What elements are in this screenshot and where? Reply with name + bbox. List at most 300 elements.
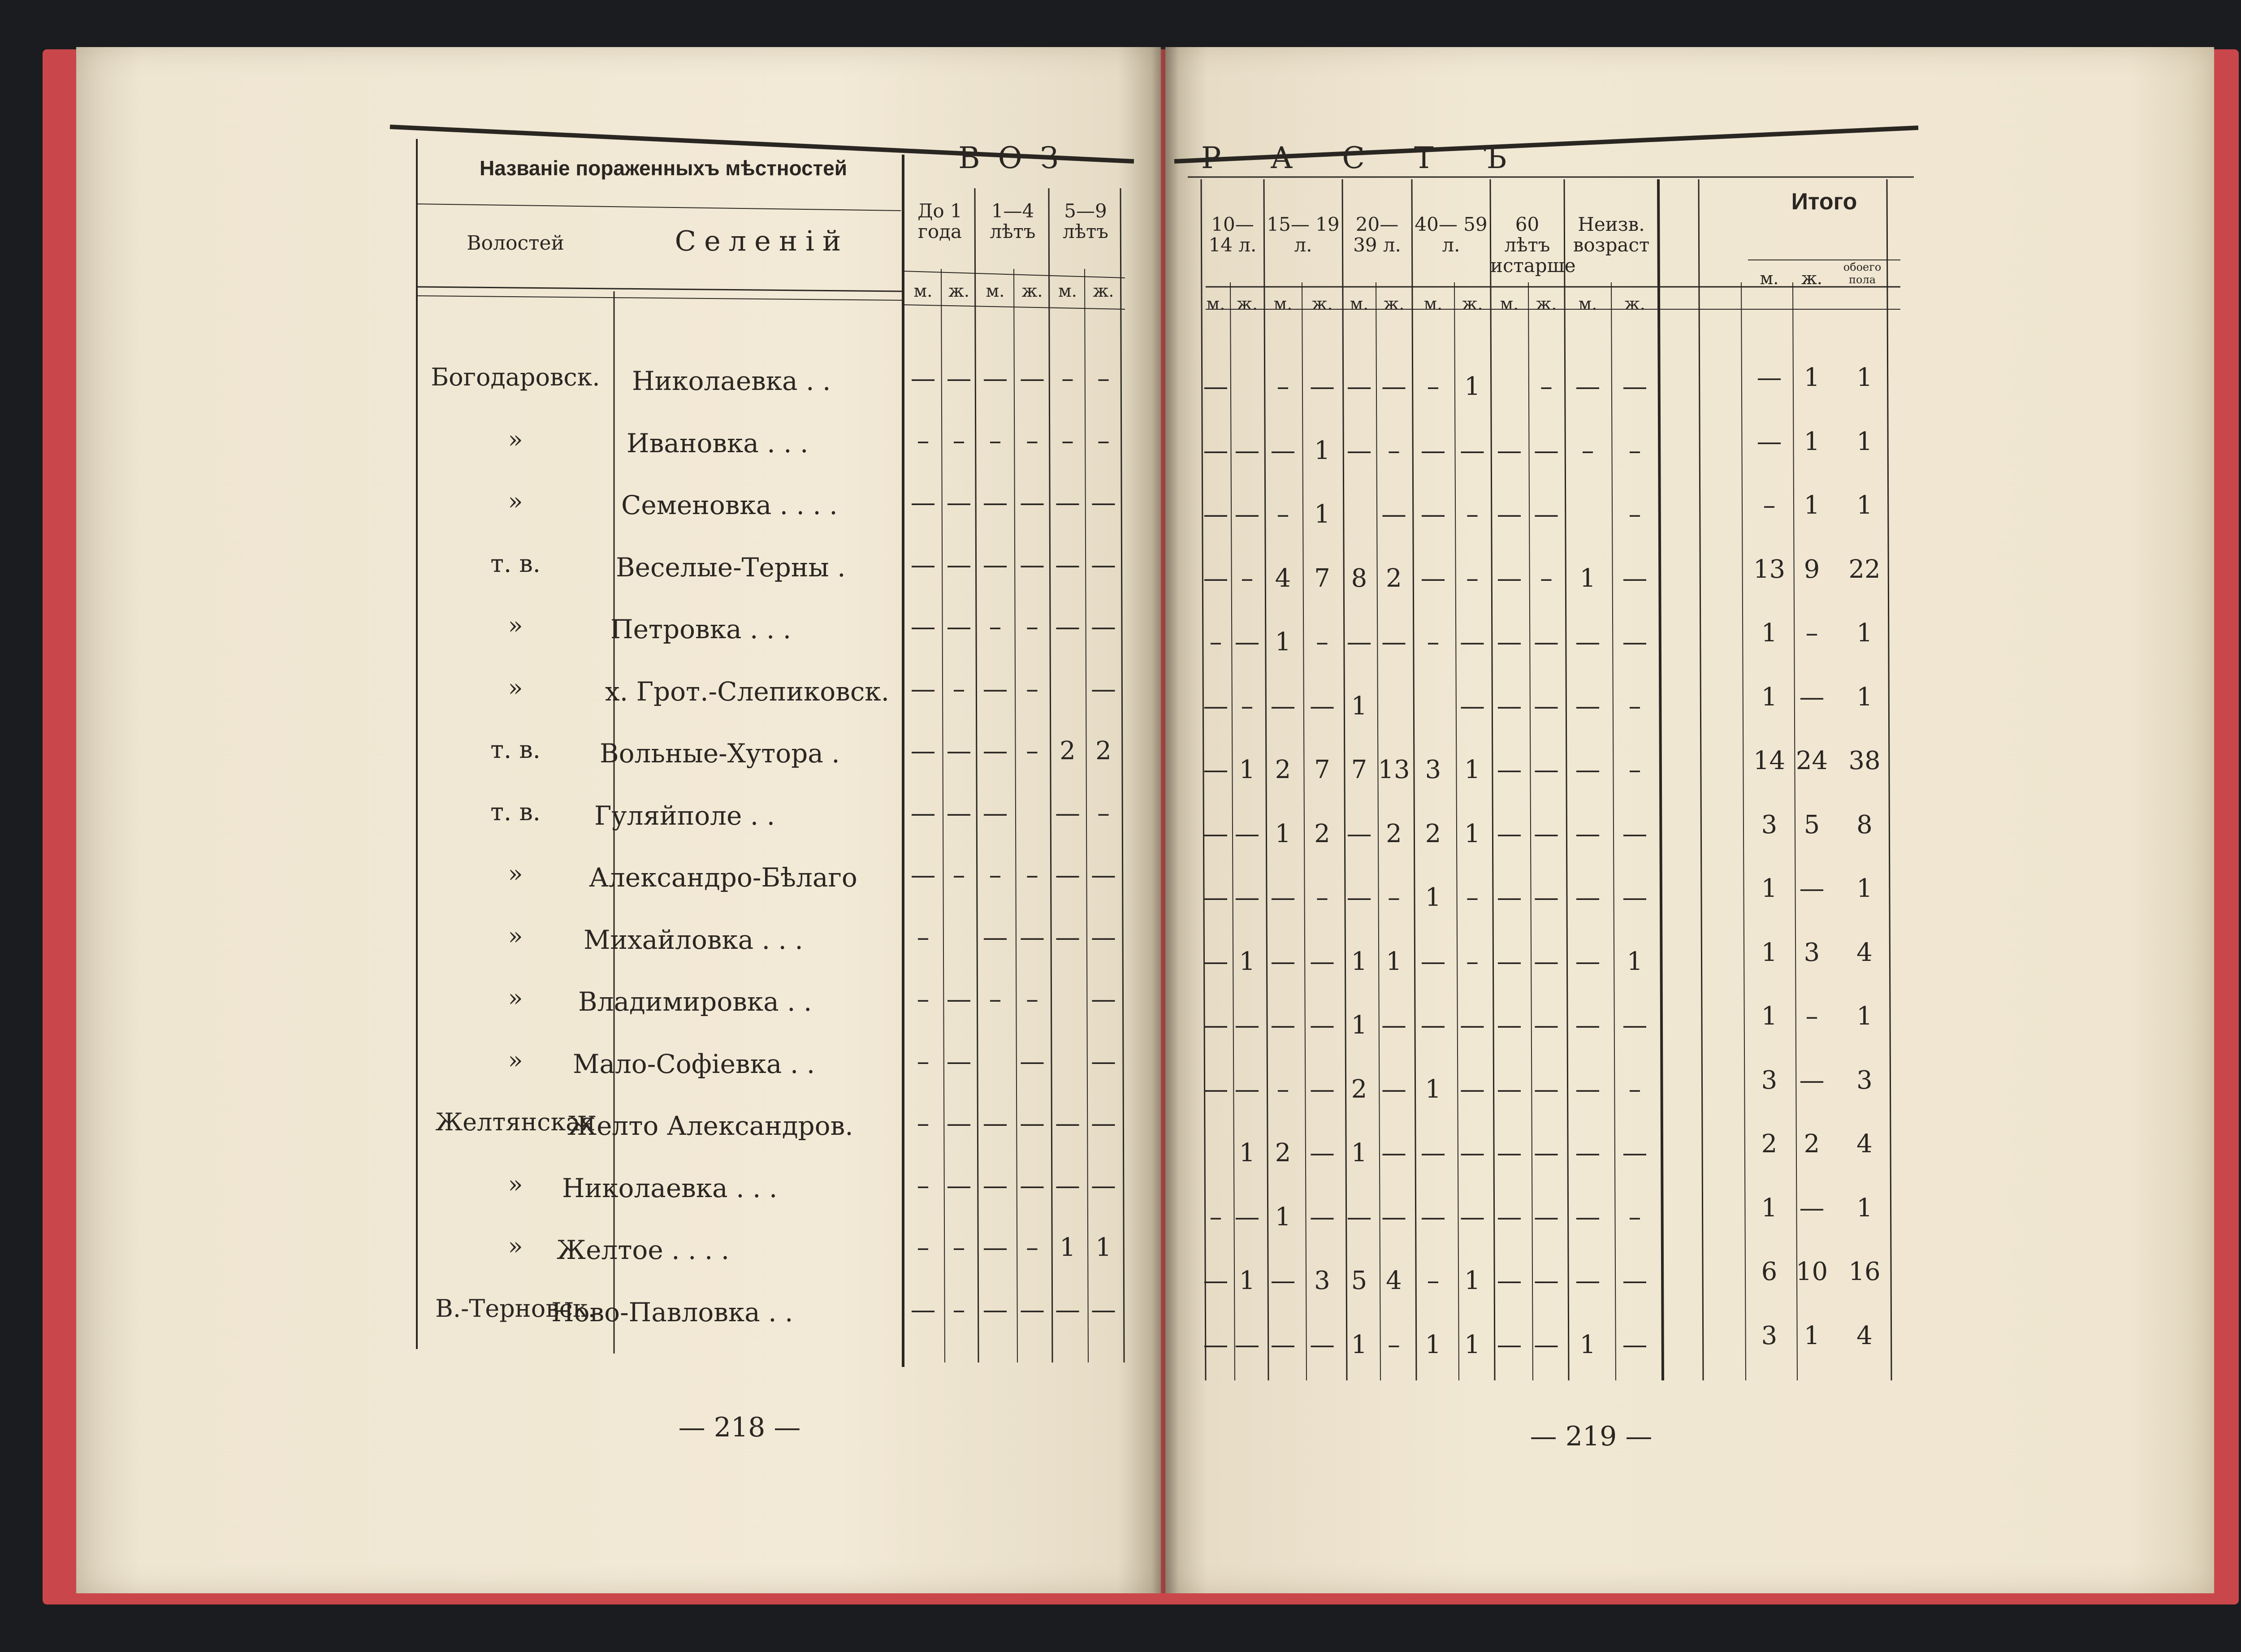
- age-header-right-2: 20— 39 л.: [1353, 213, 1401, 256]
- age-value-cell: —: [1203, 372, 1229, 401]
- selenie-cell: Владимировка . .: [578, 986, 812, 1017]
- age-value-cell: —: [1460, 1011, 1485, 1040]
- sex-header: м.: [1350, 294, 1369, 314]
- sex-header: ж.: [1236, 294, 1258, 314]
- total-value-cell: 1: [1761, 938, 1778, 967]
- age-value-cell: —: [1270, 883, 1296, 912]
- volost-cell: В.-Терновск.: [435, 1294, 596, 1323]
- age-value-cell: 1: [1060, 1233, 1076, 1262]
- total-value-cell: 38: [1848, 746, 1881, 775]
- age-value-cell: —: [1310, 1330, 1335, 1359]
- age-value-cell: —: [1460, 1074, 1485, 1104]
- sex-header: м.: [1500, 294, 1519, 314]
- age-value-cell: —: [1497, 1266, 1522, 1295]
- total-value-cell: 4: [1856, 938, 1873, 967]
- age-value-cell: –: [1241, 691, 1254, 721]
- age-value-cell: —: [1575, 1074, 1601, 1104]
- age-value-cell: —: [1622, 1138, 1648, 1168]
- age-value-cell: –: [917, 1109, 930, 1138]
- age-value-cell: —: [1420, 563, 1446, 593]
- age-value-cell: —: [982, 922, 1008, 952]
- age-value-cell: –: [1097, 426, 1110, 455]
- age-value-cell: —: [1203, 500, 1229, 529]
- age-value-cell: –: [1427, 372, 1440, 401]
- volost-cell: »: [508, 425, 523, 454]
- sex-header: м.: [1760, 268, 1779, 288]
- total-value-cell: 22: [1848, 554, 1881, 584]
- volost-cell: »: [508, 673, 523, 702]
- selenie-cell: Николаевка . . .: [562, 1172, 778, 1203]
- selenie-cell: Веселые-Терны .: [616, 552, 846, 583]
- age-value-cell: –: [952, 674, 965, 704]
- age-value-cell: 1: [1425, 1330, 1441, 1359]
- age-value-cell: —: [1497, 691, 1522, 721]
- age-value-cell: –: [1097, 364, 1110, 393]
- age-value-cell: –: [952, 1233, 965, 1262]
- age-value-cell: –: [989, 426, 1002, 455]
- total-value-cell: 3: [1761, 810, 1778, 839]
- age-value-cell: 1: [1351, 947, 1367, 976]
- age-value-cell: –: [1276, 1074, 1289, 1104]
- age-value-cell: 7: [1314, 563, 1330, 593]
- age-value-cell: —: [1534, 883, 1559, 912]
- age-title-left: ВОЗ: [958, 141, 1077, 175]
- age-value-cell: —: [1534, 1202, 1559, 1232]
- volost-cell: т. в.: [490, 735, 541, 764]
- age-value-cell: –: [917, 1171, 930, 1200]
- age-value-cell: –: [917, 426, 930, 455]
- age-value-cell: —: [1020, 922, 1045, 952]
- age-value-cell: —: [982, 1171, 1008, 1200]
- page-number-left: — 218 —: [678, 1412, 801, 1443]
- volost-cell: Богодаровск.: [431, 363, 600, 391]
- age-value-cell: —: [1270, 947, 1296, 976]
- total-value-cell: —: [1799, 874, 1825, 903]
- age-value-cell: –: [1097, 798, 1110, 828]
- age-value-cell: 1: [1464, 755, 1480, 784]
- age-value-cell: —: [1310, 1074, 1335, 1104]
- age-value-cell: —: [1234, 500, 1260, 529]
- selenie-cell: Ивановка . . .: [627, 428, 809, 458]
- age-value-cell: –: [1276, 500, 1289, 529]
- volost-cell: »: [508, 1232, 523, 1260]
- age-value-cell: –: [1466, 947, 1479, 976]
- age-value-cell: –: [1628, 500, 1641, 529]
- age-value-cell: —: [1497, 1011, 1522, 1040]
- age-value-cell: —: [1055, 861, 1080, 890]
- age-value-cell: —: [1534, 1266, 1559, 1295]
- selenie-cell: Семеновка . . . .: [621, 490, 838, 520]
- age-value-cell: —: [1460, 691, 1485, 721]
- total-value-cell: 8: [1856, 810, 1873, 839]
- age-value-cell: —: [1534, 1138, 1559, 1168]
- age-value-cell: –: [952, 426, 965, 455]
- age-value-cell: –: [952, 861, 965, 890]
- age-value-cell: —: [1497, 436, 1522, 465]
- sex-header: м.: [1206, 294, 1225, 314]
- age-header-right-0: 10— 14 л.: [1208, 213, 1257, 256]
- total-value-cell: 13: [1753, 554, 1786, 584]
- age-value-cell: —: [1420, 1202, 1446, 1232]
- sex-header: ж.: [1093, 281, 1114, 301]
- age-value-cell: —: [1420, 1138, 1446, 1168]
- selenie-cell: Николаевка . .: [632, 366, 831, 396]
- age-value-cell: —: [1346, 819, 1372, 848]
- total-value-cell: —: [1799, 682, 1825, 712]
- age-value-cell: —: [1575, 1138, 1601, 1168]
- age-value-cell: —: [1497, 1330, 1522, 1359]
- age-value-cell: —: [1203, 436, 1229, 465]
- age-value-cell: –: [1388, 883, 1400, 912]
- age-value-cell: —: [910, 798, 936, 828]
- age-value-cell: —: [946, 1047, 972, 1076]
- age-value-cell: 1: [1579, 563, 1596, 593]
- volost-header: Волостей: [467, 232, 564, 255]
- age-value-cell: —: [1346, 436, 1372, 465]
- age-value-cell: –: [1276, 372, 1289, 401]
- age-value-cell: —: [1020, 1109, 1045, 1138]
- age-value-cell: —: [910, 1295, 936, 1324]
- total-value-cell: 5: [1804, 810, 1820, 839]
- age-value-cell: —: [1203, 1266, 1229, 1295]
- age-value-cell: —: [1234, 883, 1260, 912]
- total-value-cell: 1: [1761, 618, 1778, 648]
- age-value-cell: –: [1061, 364, 1074, 393]
- age-value-cell: 1: [1275, 627, 1291, 657]
- age-value-cell: —: [1055, 1171, 1080, 1200]
- age-value-cell: 1: [1314, 500, 1330, 529]
- age-value-cell: —: [982, 1295, 1008, 1324]
- selenie-cell: Желтое . . . .: [557, 1235, 730, 1265]
- age-value-cell: —: [910, 364, 936, 393]
- age-value-cell: 1: [1351, 1011, 1367, 1040]
- total-value-cell: 1: [1856, 682, 1873, 712]
- total-value-cell: 3: [1761, 1065, 1778, 1095]
- age-value-cell: 1: [1239, 1138, 1255, 1168]
- age-value-cell: —: [1055, 1295, 1080, 1324]
- age-value-cell: 1: [1425, 883, 1441, 912]
- age-value-cell: —: [1203, 1330, 1229, 1359]
- age-value-cell: —: [1534, 1074, 1559, 1104]
- age-value-cell: 7: [1314, 755, 1330, 784]
- total-value-cell: –: [1805, 1002, 1818, 1031]
- age-value-cell: –: [989, 861, 1002, 890]
- age-value-cell: —: [946, 1171, 972, 1200]
- sex-header: ж.: [1536, 294, 1557, 314]
- total-value-cell: —: [1756, 363, 1782, 392]
- age-value-cell: —: [1020, 550, 1045, 579]
- sex-header: м.: [1423, 294, 1443, 314]
- age-value-cell: —: [1497, 883, 1522, 912]
- age-value-cell: —: [1497, 563, 1522, 593]
- age-value-cell: —: [1622, 1011, 1648, 1040]
- age-value-cell: —: [1534, 436, 1559, 465]
- age-value-cell: –: [1466, 883, 1479, 912]
- age-value-cell: —: [910, 488, 936, 517]
- age-value-cell: 1: [1095, 1233, 1112, 1262]
- age-value-cell: —: [1234, 1330, 1260, 1359]
- age-value-cell: —: [1460, 1138, 1485, 1168]
- total-value-cell: 1: [1856, 618, 1873, 648]
- age-value-cell: —: [1055, 550, 1080, 579]
- age-value-cell: 1: [1314, 436, 1330, 465]
- age-value-cell: —: [1622, 883, 1648, 912]
- age-value-cell: —: [1091, 861, 1116, 890]
- age-value-cell: —: [1497, 755, 1522, 784]
- age-value-cell: 1: [1239, 947, 1255, 976]
- volost-cell: »: [508, 921, 523, 950]
- age-value-cell: —: [1091, 1047, 1116, 1076]
- selenie-cell: Александро-Бѣлаго: [589, 862, 857, 893]
- total-value-cell: 1: [1856, 491, 1873, 520]
- age-value-cell: —: [1381, 1011, 1406, 1040]
- total-value-cell: 1: [1761, 1002, 1778, 1031]
- age-value-cell: 1: [1386, 947, 1402, 976]
- total-value-cell: 1: [1856, 1002, 1873, 1031]
- age-value-cell: —: [1622, 372, 1648, 401]
- total-value-cell: 6: [1761, 1257, 1778, 1286]
- age-value-cell: —: [1310, 1011, 1335, 1040]
- age-value-cell: —: [1622, 627, 1648, 657]
- age-value-cell: 1: [1351, 1330, 1367, 1359]
- total-value-cell: 14: [1753, 746, 1786, 775]
- total-value-cell: 4: [1856, 1129, 1873, 1159]
- age-value-cell: —: [1091, 1109, 1116, 1138]
- total-value-cell: 1: [1761, 682, 1778, 712]
- volost-cell: »: [508, 611, 523, 640]
- age-value-cell: –: [917, 985, 930, 1014]
- total-value-cell: 3: [1761, 1321, 1778, 1350]
- age-value-cell: –: [1628, 1202, 1641, 1232]
- total-value-cell: 1: [1856, 363, 1873, 392]
- age-value-cell: —: [1055, 612, 1080, 641]
- age-value-cell: –: [917, 1233, 930, 1262]
- age-value-cell: —: [1234, 1011, 1260, 1040]
- age-value-cell: –: [1540, 372, 1553, 401]
- age-value-cell: 1: [1351, 1138, 1367, 1168]
- age-value-cell: –: [1628, 691, 1641, 721]
- age-value-cell: —: [1055, 1109, 1080, 1138]
- age-value-cell: —: [1346, 1202, 1372, 1232]
- age-value-cell: —: [1534, 755, 1559, 784]
- age-value-cell: —: [1020, 1171, 1045, 1200]
- age-value-cell: —: [1055, 922, 1080, 952]
- age-value-cell: 1: [1464, 1330, 1480, 1359]
- total-value-cell: 10: [1795, 1257, 1828, 1286]
- age-value-cell: —: [1622, 1266, 1648, 1295]
- age-value-cell: —: [1381, 1074, 1406, 1104]
- age-value-cell: 1: [1351, 691, 1367, 721]
- age-header-right-4: 60 лѣтъ истарше: [1490, 213, 1576, 277]
- age-value-cell: 2: [1275, 1138, 1291, 1168]
- age-value-cell: —: [1575, 1202, 1601, 1232]
- age-value-cell: 2: [1060, 736, 1076, 765]
- selenie-cell: х. Грот.-Слепиковск.: [605, 676, 890, 707]
- age-value-cell: 4: [1386, 1266, 1402, 1295]
- age-value-cell: –: [1061, 426, 1074, 455]
- age-value-cell: –: [1026, 426, 1038, 455]
- age-value-cell: —: [946, 612, 972, 641]
- age-value-cell: –: [1026, 1233, 1038, 1262]
- total-value-cell: 3: [1856, 1065, 1873, 1095]
- age-value-cell: —: [946, 798, 972, 828]
- age-value-cell: —: [1420, 500, 1446, 529]
- age-value-cell: —: [1497, 500, 1522, 529]
- age-value-cell: —: [1381, 1202, 1406, 1232]
- selenie-cell: Гуляйполе . .: [594, 800, 775, 831]
- age-value-cell: —: [982, 364, 1008, 393]
- age-value-cell: —: [1534, 1330, 1559, 1359]
- age-value-cell: 2: [1425, 819, 1441, 848]
- age-value-cell: –: [1388, 1330, 1400, 1359]
- age-value-cell: 2: [1386, 563, 1402, 593]
- age-value-cell: 8: [1351, 563, 1367, 593]
- age-value-cell: —: [1460, 436, 1485, 465]
- age-value-cell: 2: [1351, 1074, 1367, 1104]
- volost-cell: т. в.: [490, 797, 541, 826]
- age-value-cell: —: [1020, 1047, 1045, 1076]
- volost-cell: »: [508, 860, 523, 888]
- age-value-cell: —: [1091, 1295, 1116, 1324]
- total-value-cell: –: [1805, 618, 1818, 648]
- age-value-cell: —: [1497, 1074, 1522, 1104]
- age-value-cell: —: [1497, 819, 1522, 848]
- selenii-header: Селеній: [675, 225, 849, 257]
- age-value-cell: 1: [1275, 1202, 1291, 1232]
- sex-header: ж.: [1383, 294, 1405, 314]
- age-value-cell: —: [1310, 947, 1335, 976]
- total-value-cell: 4: [1856, 1321, 1873, 1350]
- age-value-cell: —: [946, 736, 972, 765]
- total-value-cell: 1: [1856, 427, 1873, 456]
- age-value-cell: –: [1026, 674, 1038, 704]
- age-value-cell: —: [1346, 372, 1372, 401]
- age-value-cell: 1: [1275, 819, 1291, 848]
- age-value-cell: —: [982, 798, 1008, 828]
- age-value-cell: —: [1460, 627, 1485, 657]
- total-value-cell: 2: [1761, 1129, 1778, 1159]
- age-value-cell: –: [1026, 736, 1038, 765]
- selenie-cell: Вольные-Хутора .: [600, 738, 840, 769]
- age-value-cell: —: [1020, 364, 1045, 393]
- selenie-cell: Петровка . . .: [610, 614, 792, 644]
- age-value-cell: —: [1203, 755, 1229, 784]
- sex-header: ж.: [1801, 268, 1823, 288]
- age-value-cell: —: [1234, 436, 1260, 465]
- sex-header: ж.: [948, 281, 970, 301]
- age-header-1: 1—4 лѣтъ: [990, 200, 1036, 242]
- age-value-cell: –: [1628, 1074, 1641, 1104]
- age-value-cell: –: [1026, 861, 1038, 890]
- age-value-cell: —: [1381, 1138, 1406, 1168]
- sex-header: ж.: [1624, 294, 1646, 314]
- age-value-cell: —: [946, 364, 972, 393]
- age-value-cell: —: [1381, 627, 1406, 657]
- age-value-cell: —: [1234, 627, 1260, 657]
- age-value-cell: —: [910, 550, 936, 579]
- age-value-cell: —: [1534, 500, 1559, 529]
- age-value-cell: –: [1026, 985, 1038, 1014]
- age-header-0: До 1 года: [917, 200, 962, 242]
- age-value-cell: 1: [1239, 755, 1255, 784]
- age-value-cell: –: [1581, 436, 1594, 465]
- age-value-cell: —: [1270, 1266, 1296, 1295]
- age-value-cell: 2: [1386, 819, 1402, 848]
- age-value-cell: 2: [1314, 819, 1330, 848]
- age-value-cell: –: [917, 1047, 930, 1076]
- volost-cell: Желтянская: [435, 1108, 596, 1136]
- age-title-right: РАСТЪ: [1201, 141, 1556, 175]
- selenie-cell: Ново-Павловка . .: [551, 1297, 793, 1328]
- total-header: Итого: [1791, 189, 1857, 215]
- age-value-cell: —: [1270, 691, 1296, 721]
- age-value-cell: —: [982, 1109, 1008, 1138]
- age-value-cell: —: [910, 861, 936, 890]
- age-value-cell: —: [1534, 691, 1559, 721]
- volost-cell: »: [508, 487, 523, 515]
- age-value-cell: —: [1310, 691, 1335, 721]
- age-value-cell: –: [1628, 755, 1641, 784]
- age-header-right-1: 15— 19 л.: [1267, 213, 1340, 256]
- age-value-cell: 1: [1627, 947, 1643, 976]
- age-value-cell: —: [1622, 1330, 1648, 1359]
- age-value-cell: —: [1091, 550, 1116, 579]
- volost-cell: т. в.: [490, 549, 541, 578]
- age-value-cell: –: [1540, 563, 1553, 593]
- age-value-cell: —: [1381, 500, 1406, 529]
- age-value-cell: —: [1575, 755, 1601, 784]
- age-value-cell: —: [1381, 372, 1406, 401]
- age-value-cell: –: [989, 985, 1002, 1014]
- age-value-cell: —: [1091, 674, 1116, 704]
- age-header-right-5: Неизв. возраст: [1573, 213, 1650, 256]
- age-value-cell: –: [1466, 563, 1479, 593]
- age-value-cell: —: [1091, 1171, 1116, 1200]
- age-value-cell: —: [1420, 436, 1446, 465]
- age-value-cell: —: [1203, 947, 1229, 976]
- age-value-cell: —: [1310, 1202, 1335, 1232]
- age-value-cell: —: [1091, 922, 1116, 952]
- age-value-cell: 13: [1378, 755, 1410, 784]
- age-value-cell: –: [952, 1295, 965, 1324]
- age-value-cell: —: [1575, 947, 1601, 976]
- age-value-cell: —: [1534, 627, 1559, 657]
- age-value-cell: —: [1575, 819, 1601, 848]
- age-value-cell: —: [946, 985, 972, 1014]
- age-value-cell: —: [1091, 612, 1116, 641]
- places-title-header: Названіе пораженныхъ мѣстностей: [479, 156, 848, 180]
- sex-header: ж.: [1462, 294, 1483, 314]
- volost-cell: »: [508, 1170, 523, 1198]
- age-value-cell: —: [1020, 1295, 1045, 1324]
- age-value-cell: —: [1575, 1266, 1601, 1295]
- age-value-cell: —: [982, 1233, 1008, 1262]
- age-value-cell: –: [1316, 627, 1328, 657]
- age-value-cell: —: [1055, 488, 1080, 517]
- age-value-cell: —: [1497, 947, 1522, 976]
- age-value-cell: —: [946, 1109, 972, 1138]
- age-value-cell: —: [1534, 947, 1559, 976]
- age-value-cell: —: [1497, 627, 1522, 657]
- age-value-cell: 1: [1464, 372, 1480, 401]
- total-value-cell: —: [1799, 1065, 1825, 1095]
- age-value-cell: —: [910, 612, 936, 641]
- volost-cell: »: [508, 1046, 523, 1074]
- total-value-cell: –: [1763, 491, 1776, 520]
- age-value-cell: —: [1310, 1138, 1335, 1168]
- age-value-cell: —: [1270, 1011, 1296, 1040]
- sex-header: ж.: [1021, 281, 1043, 301]
